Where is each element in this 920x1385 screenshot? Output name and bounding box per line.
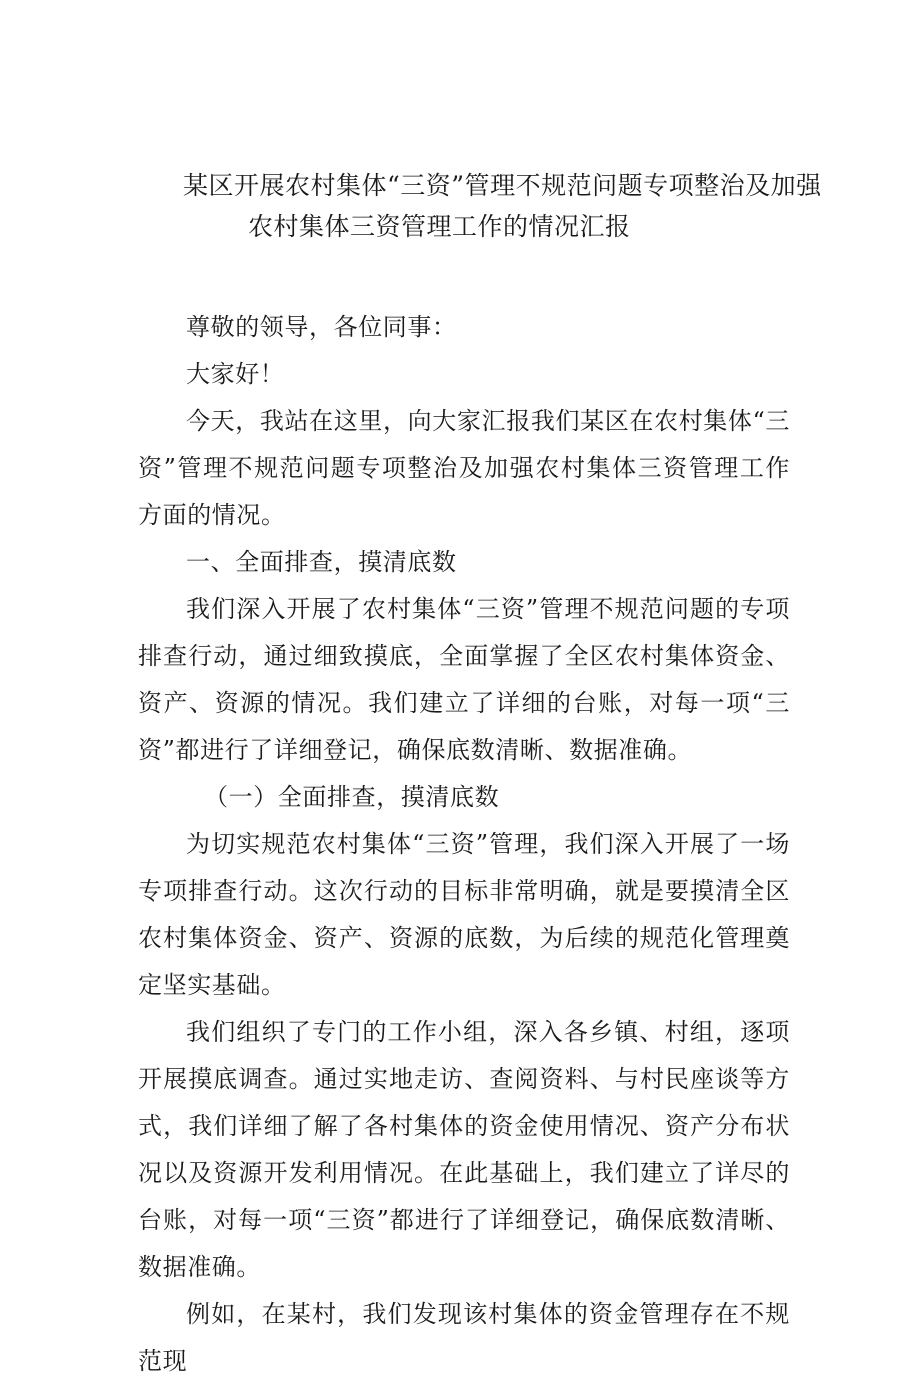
document-title-line-2: 农村集体三资管理工作的情况汇报 [248,212,631,241]
section-1-heading: 一、全面排查，摸清底数 [186,548,457,576]
salutation: 尊敬的领导，各位同事： [186,313,457,341]
subsection-1-paragraph-3: 例如，在某村，我们发现该村集体的资金管理存在不规范现 [138,1300,790,1375]
subsection-1-paragraph-1: 为切实规范农村集体“三资”管理，我们深入开展了一场专项排查行动。这次行动的目标非常明确，就是要摸清全区农村集体资金、资产、资源的底数，为后续的规范化管理奠定坚实基础。 [138,830,790,999]
document-body [138,304,790,1385]
subsection-1-paragraph-2: 我们组织了专门的工作小组，深入各乡镇、村组，逐项开展摸底调查。通过实地走访、查阅资料、与村民座谈等方式，我们详细了解了各村集体的资金使用情况、资产分布状况以及资源开发利用情况。在此基础上，我们建立了详尽的台账，对每一项“三资”都进行了详细登记，确保底数清晰、数据准确。 [138,1018,790,1281]
document-title-line-1: 某区开展农村集体“三资”管理不规范问题专项整治及加强 [183,171,822,200]
subsection-1-heading: （一）全面排查，摸清底数 [204,783,500,811]
greeting: 大家好！ [186,360,285,388]
intro-paragraph: 今天，我站在这里，向大家汇报我们某区在农村集体“三资”管理不规范问题专项整治及加强农村集体三资管理工作方面的情况。 [138,407,790,529]
section-1-paragraph: 我们深入开展了农村集体“三资”管理不规范问题的专项排查行动，通过细致摸底，全面掌握了全区农村集体资金、资产、资源的情况。我们建立了详细的台账，对每一项“三资”都进行了详细登记，确保底数清晰、数据准确。 [138,595,790,764]
